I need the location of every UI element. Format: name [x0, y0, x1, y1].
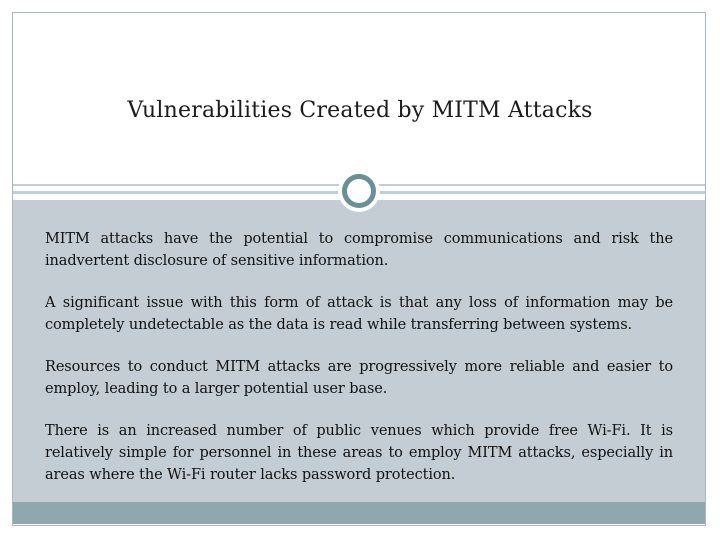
- paragraph-4: There is an increased number of public venues which provide free Wi-Fi. It is relatively simple for personnel in these areas to employ MITM attacks, especially in areas where the Wi-Fi router lacks password protection.: [45, 423, 673, 483]
- paragraph-1: MITM attacks have the potential to compromise communications and risk the inadvertent disclosure of sensitive information.: [45, 231, 673, 269]
- slide-title: Vulnerabilities Created by MITM Attacks: [127, 98, 593, 123]
- paragraph-2: A significant issue with this form of attack is that any loss of information may be completely undetectable as the data is read while transferring between systems.: [45, 295, 673, 333]
- paragraph-3: Resources to conduct MITM attacks are progressively more reliable and easier to employ, leading to a larger potential user base.: [45, 359, 673, 397]
- slide-frame: [12, 12, 706, 526]
